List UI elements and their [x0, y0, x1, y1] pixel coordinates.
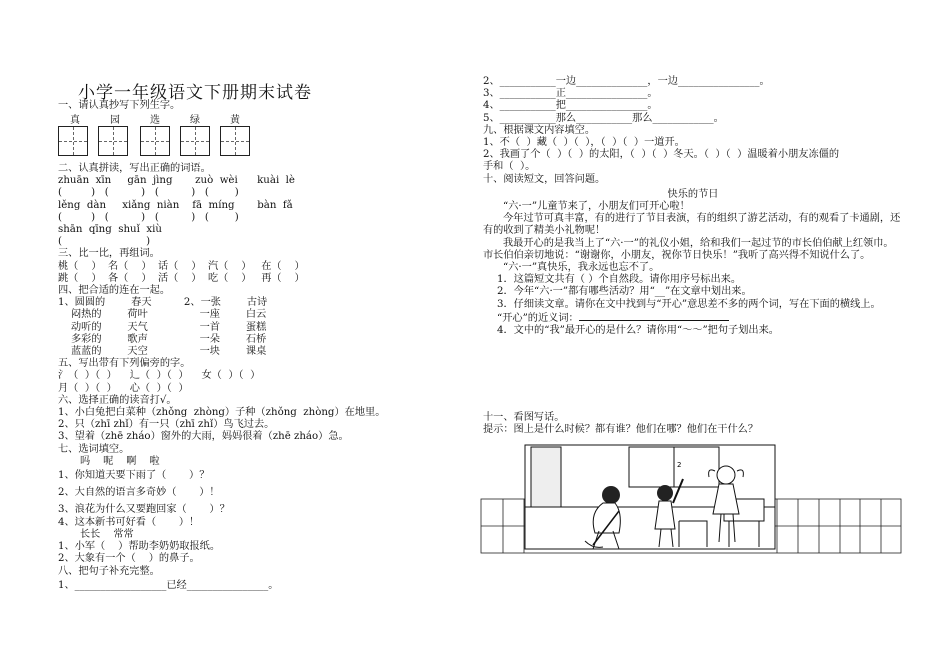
story-paragraph: “六·一”儿童节来了，小朋友们可开心啦！: [503, 201, 690, 213]
q9-heading: 九、根据课文内容填空。: [483, 124, 596, 136]
synonym-line: [483, 311, 903, 325]
q8-line: 4、___________把________________。: [483, 100, 658, 112]
q4-line: 动听的 天气 一首 蛋糕: [58, 321, 267, 333]
q2-line: lěng dàn xiǎng niàn fā míng bàn fǎ: [58, 199, 293, 211]
q8-heading: 八、把句子补充完整。: [58, 565, 160, 577]
q4-line: 蓝蓝的 天空 一块 课桌: [58, 346, 267, 358]
q7-line: 1、你知道天要下雨了（ ）？: [58, 470, 210, 482]
q3-line: 跳（ ） 各（ ） 活（ ） 吃（ ） 再（ ）: [58, 272, 305, 284]
q6-heading: 六、选择正确的读音打√。: [58, 394, 177, 406]
tian-cell[interactable]: [140, 126, 170, 156]
q9-line: 手和（ ）。: [483, 161, 536, 173]
q2-heading: 二、认真拼读，写出正确的词语。: [58, 163, 211, 174]
story-paragraph: “六·一”真快乐，我永远也忘不了。: [503, 262, 660, 274]
svg-text:2: 2: [677, 461, 682, 469]
tian-cell[interactable]: [220, 126, 250, 156]
q8-line: 5、___________那么___________那么____________。: [483, 112, 724, 124]
synonym-label: “开心”的近义词：: [497, 312, 579, 324]
story-title: 快乐的节日: [667, 188, 719, 200]
q7-line: 3、浪花为什么又要跑回家（ ）？: [58, 504, 230, 516]
tian-cell[interactable]: [180, 126, 210, 156]
q4-line: 多彩的 歌声 一朵 石桥: [58, 333, 267, 345]
q5-heading: 五、写出带有下列偏旁的字。: [58, 358, 191, 370]
q9-line: 2、我画了个（ ）（ ）的太阳，（ ）（ ）冬天。（ ）（ ）温暖着小朋友冻僵的: [483, 149, 840, 161]
right-column: [483, 76, 903, 337]
q7-heading: 七、选词填空。: [58, 443, 130, 455]
q4-line: 1、圆圆的 春天 2、一张 古诗: [58, 297, 268, 309]
answer-blank[interactable]: [579, 311, 729, 321]
page-title: 小学一年级语文下册期末试卷: [78, 83, 312, 103]
char: 黄: [230, 115, 240, 126]
q2-line: shān qīng shuǐ xiù: [58, 224, 162, 236]
char: 绿: [190, 115, 200, 126]
reading-question: 2．今年“六·一”都有哪些活动？用“__”在文章中划出来。: [497, 286, 752, 298]
reading-question: 4．文中的“我”最开心的是什么？请你用“～～”把句子划出来。: [497, 325, 779, 337]
q2-line: ( ) ( ) ( ) ( ): [58, 211, 239, 223]
q11-hint: 提示：图上是什么时候？都有谁？他们在哪？他们在干什么？: [483, 424, 759, 436]
q10-heading: 十、阅读短文，回答问题。: [483, 173, 606, 185]
q11-section: [483, 412, 903, 436]
q5-line: ⺡（ ）（ ） ⻌（ ）（ ） 女（ ）（ ）: [58, 370, 261, 382]
q6-line: 1、小白兔把白菜种（zhǒng zhòng）子种（zhǒng zhòng）在地里。: [58, 407, 386, 419]
story-paragraph: 今年过节可真丰富，有的进行了节目表演，有的组织了游艺活动，有的观看了卡通剧，还有的收到了精美小礼物呢！: [483, 213, 901, 237]
q8-line: 2、___________一边______________，一边________________。: [483, 76, 770, 87]
tian-cell[interactable]: [98, 126, 128, 156]
q2-line: ( ): [58, 236, 151, 248]
q7-word-choices: 长长 常常: [80, 528, 134, 540]
writing-area: [479, 437, 903, 589]
char: 真: [70, 115, 80, 126]
char: 选: [150, 115, 160, 126]
classroom-picture-icon: [525, 445, 775, 549]
char: 园: [110, 115, 120, 126]
q9-line: 1、不（ ）藏（ ）（ ），（ ）（ ）一道开。: [483, 137, 685, 149]
q4-heading: 四、把合适的连在一起。: [58, 285, 171, 297]
q11-heading: 十一、看图写话。: [483, 412, 565, 423]
q1-heading: 一、请认真抄写下列生字。: [58, 100, 181, 111]
q7-line: 2、大自然的语言多奇妙（ ）！: [58, 487, 220, 499]
q2-line: ( ) ( ) ( ) ( ): [58, 187, 239, 199]
q5-line: 月（ ）（ ） 心（ ）（ ）: [58, 382, 189, 394]
q4-line: 闷热的 荷叶 一座 白云: [58, 309, 267, 321]
q7-line: 4、这本新书可好看（ ）！: [58, 516, 200, 528]
tian-cell[interactable]: [58, 126, 88, 156]
q3-line: 桃（ ） 名（ ） 话（ ） 汽（ ） 在（ ）: [58, 260, 305, 272]
q7-word-choices: 吗 呢 啊 啦: [80, 455, 160, 467]
q7-line: 1、小军（ ）帮助李奶奶取报纸。: [58, 541, 221, 553]
story-paragraph: 我最开心的是我当上了“六·一”的礼仪小姐，给和我们一起过节的市长伯伯献上红领巾。市长伯伯亲切地说：“谢谢你，小朋友，祝你节日快乐！”我听了高兴得不知说什么了。: [483, 237, 894, 261]
q3-heading: 三、比一比，再组词。: [58, 248, 160, 260]
q6-line: 2、只（zhī zhǐ）有一只（zhī zhǐ）鸟飞过去。: [58, 419, 275, 431]
reading-question: 3．仔细读文章。请你在文中找到与“开心”意思差不多的两个词，写在下面的横线上。: [497, 298, 881, 310]
left-column-body: [58, 163, 458, 592]
q2-line: zhuān xīn gān jìng zuò wèi kuài lè: [58, 175, 295, 187]
q8-line: 1、__________________已经________________。: [58, 579, 279, 591]
q6-line: 3、望着（zhē zháo）窗外的大雨，妈妈很着（zhē zháo）急。: [58, 431, 349, 443]
q7-line: 2、大象有一个（ ）的鼻子。: [58, 553, 200, 565]
reading-question: 1．这篇短文共有（ ）个自然段。请你用序号标出来。: [497, 274, 742, 286]
q1-chars: [70, 111, 270, 126]
q8-line: 3、___________正________________。: [483, 88, 658, 100]
